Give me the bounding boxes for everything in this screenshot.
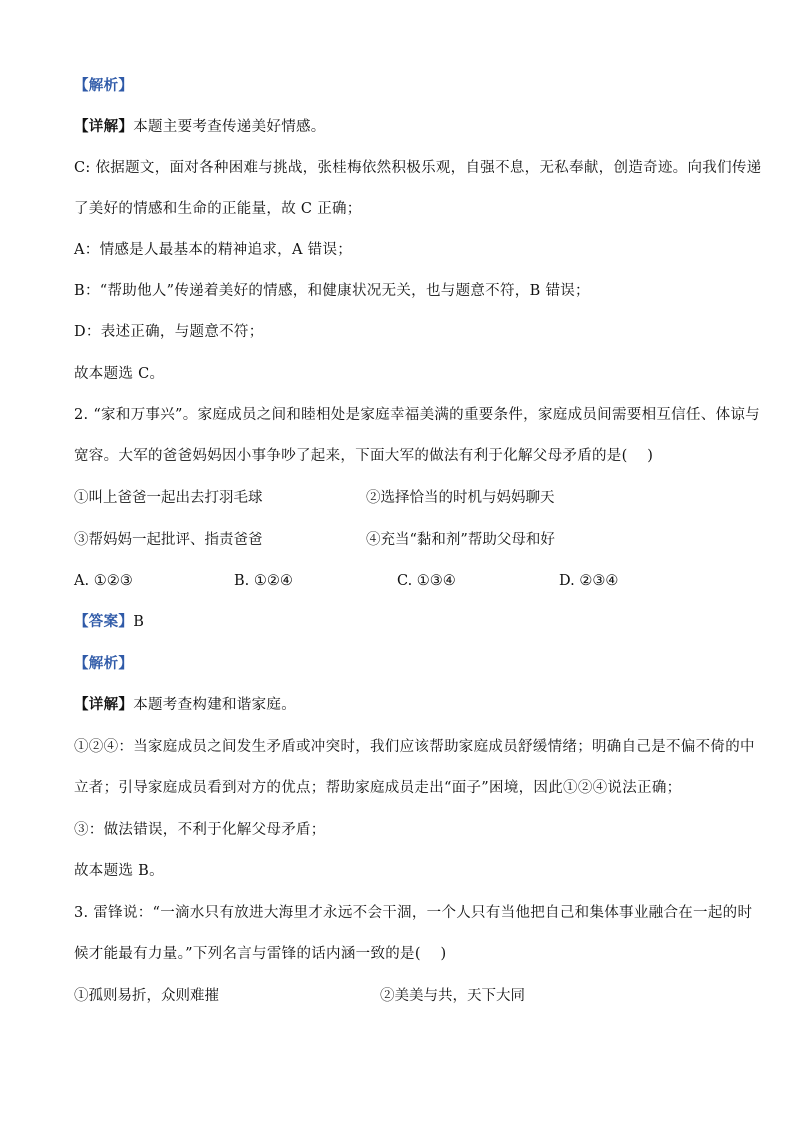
q2-detail-text: 本题考查构建和谐家庭。 [133,697,297,713]
q2-explanation-line1: ①②④：当家庭成员之间发生矛盾或冲突时，我们应该帮助家庭成员舒缓情绪；明确自己是不偏不倚的中 [74,739,755,755]
q2-choice-c: C. ①③④ [397,573,456,589]
q2-choice-d: D. ②③④ [559,573,619,589]
detail-line [74,117,326,137]
option-d-explanation: D：表述正确，与题意不符； [74,324,264,340]
answer-value: B [133,614,145,630]
q2-conclusion: 故本题选 B。 [74,863,164,879]
q2-detail-line [74,695,296,715]
q2-analysis-tag: 【解析】 [74,655,134,672]
answer-tag: 【答案】 [74,613,134,630]
q3-item-1: ①孤则易折，众则难摧 [74,988,219,1004]
q2-explanation-line2: 立者；引导家庭成员看到对方的优点；帮助家庭成员走出“面子”困境，因此①②④说法正确； [74,780,682,796]
detail-tag: 【详解】 [74,118,134,135]
option-a-explanation: A：情感是人最基本的精神追求，A 错误； [74,242,353,258]
analysis-tag: 【解析】 [74,77,134,94]
q3-stem-line2: 候才能最有力量。”下列名言与雷锋的话内涵一致的是( ) [74,946,447,962]
q2-stem-line2: 宽容。大军的爸爸妈妈因小事争吵了起来，下面大军的做法有利于化解父母矛盾的是( ) [74,448,654,464]
q2-choice-b: B. ①②④ [234,573,293,589]
q3-stem-line1: 3. 雷锋说：“一滴水只有放进大海里才永远不会干涸，一个人只有当他把自己和集体事业融合在一起的时 [74,905,753,921]
q2-item-3: ③帮妈妈一起批评、指责爸爸 [74,532,263,548]
q3-item-2: ②美美与共，天下大同 [380,988,525,1004]
option-c-explanation-line2: 了美好的情感和生命的正能量，故 C 正确； [74,201,362,217]
q2-item-4: ④充当“黏和剂”帮助父母和好 [366,532,555,548]
q2-detail-tag: 【详解】 [74,696,134,713]
q2-choice-a: A. ①②③ [74,573,133,589]
q2-stem-line1: 2. “家和万事兴”。家庭成员之间和睦相处是家庭幸福美满的重要条件，家庭成员间需要相互信任、体谅与 [74,407,760,423]
q1-conclusion: 故本题选 C。 [74,366,165,382]
q2-explanation-line3: ③：做法错误，不利于化解父母矛盾； [74,822,326,838]
q2-item-2: ②选择恰当的时机与妈妈聊天 [366,490,555,506]
answer-line [74,612,144,632]
option-b-explanation: B：“帮助他人”传递着美好的情感，和健康状况无关，也与题意不符，B 错误； [74,283,590,299]
q2-item-1: ①叫上爸爸一起出去打羽毛球 [74,490,263,506]
detail-text: 本题主要考查传递美好情感。 [133,119,326,135]
option-c-explanation-line1: C: 依据题文，面对各种困难与挑战，张桂梅依然积极乐观，自强不息，无私奉献，创造奇迹。向我们传递 [74,160,762,176]
